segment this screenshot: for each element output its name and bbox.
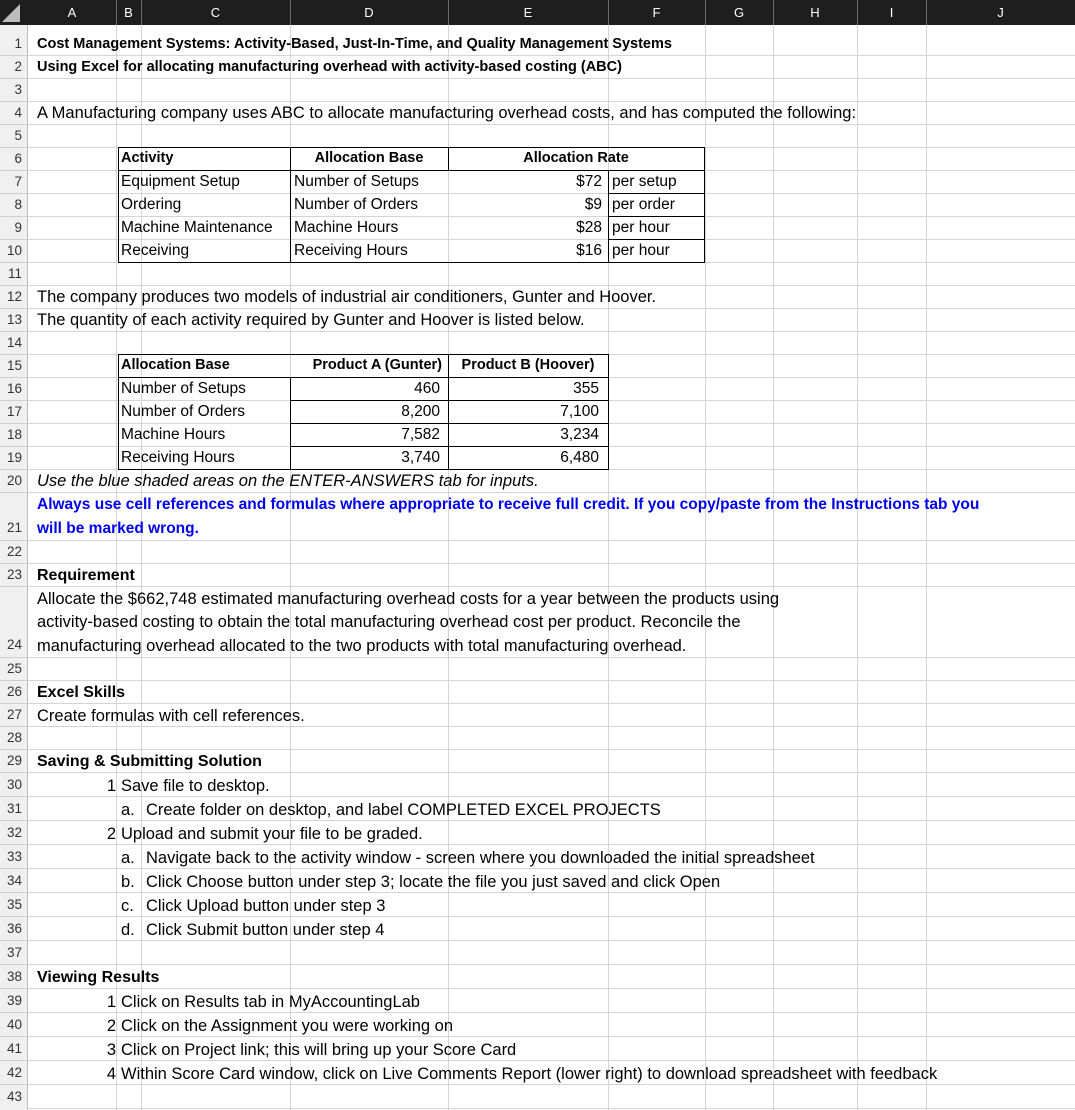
saving-step-text[interactable]: Save file to desktop. [121,777,270,795]
requirement-line[interactable]: manufacturing overhead allocated to the two products with total manufacturing overhead. [37,637,687,655]
row-number[interactable]: 5 [14,128,22,143]
viewing-step-text[interactable]: Click on Project link; this will bring up your Score Card [121,1041,517,1059]
table2-product-b-cell[interactable]: 3,234 [560,426,599,443]
table2-base-cell[interactable]: Number of Orders [121,403,246,420]
viewing-step-number[interactable]: 1 [106,993,116,1011]
row-number[interactable]: 43 [6,1089,22,1104]
viewing-step-text[interactable]: Within Score Card window, click on Live Comments Report (lower right) to download spreadsheet with feedback [121,1065,938,1083]
row-number[interactable]: 8 [14,197,22,212]
row-number[interactable]: 15 [6,358,22,373]
table1-header-base[interactable]: Allocation Base [314,150,424,166]
row-number[interactable]: 13 [6,312,22,327]
table2-product-a-cell[interactable]: 460 [414,380,440,397]
column-header-b[interactable]: B [124,5,133,20]
table2-product-a-cell[interactable]: 7,582 [401,426,440,443]
saving-step-number[interactable]: 2 [106,825,116,843]
row-number[interactable]: 37 [6,945,22,960]
table1-rate-cell[interactable]: $72 [576,173,602,190]
saving-substep-letter[interactable]: d. [121,921,135,939]
column-header-h[interactable]: H [810,5,820,20]
table2-header-product-a[interactable]: Product A (Gunter) [312,357,442,373]
row-number[interactable]: 17 [6,404,22,419]
row-number[interactable]: 32 [6,825,22,840]
column-header-c[interactable]: C [210,5,221,20]
table1-unit-cell[interactable]: per setup [612,173,677,190]
row-number[interactable]: 12 [6,289,22,304]
column-header-e[interactable]: E [523,5,533,20]
saving-substep-text[interactable]: Create folder on desktop, and label COMPLETED EXCEL PROJECTS [146,801,661,819]
table1-activity-cell[interactable]: Ordering [121,196,182,213]
row-number[interactable]: 2 [14,59,22,74]
table1-unit-cell[interactable]: per order [612,196,675,213]
saving-substep-text[interactable]: Click Submit button under step 4 [146,921,385,939]
table2-header-base[interactable]: Allocation Base [121,357,230,373]
table2-base-cell[interactable]: Number of Setups [121,380,246,397]
table1-header-rate[interactable]: Allocation Rate [523,150,629,166]
title-sub[interactable]: Using Excel for allocating manufacturing overhead with activity-based costing (ABC) [37,59,622,75]
row-number[interactable]: 14 [6,335,22,350]
row-number[interactable]: 21 [6,520,22,535]
requirement-line[interactable]: Allocate the $662,748 estimated manufacturing overhead costs for a year between the products using [37,590,780,608]
viewing-step-text[interactable]: Click on the Assignment you were working on [121,1017,453,1035]
row-number[interactable]: 42 [6,1065,22,1080]
table1-base-cell[interactable]: Receiving Hours [294,242,408,259]
saving-substep-text[interactable]: Navigate back to the activity window - screen where you downloaded the initial spreadsheet [146,849,815,867]
viewing-step-number[interactable]: 3 [106,1041,116,1059]
saving-step-number[interactable]: 1 [106,777,116,795]
title-main[interactable]: Cost Management Systems: Activity-Based, Just-In-Time, and Quality Management Systems [37,36,672,52]
row-number[interactable]: 39 [6,993,22,1008]
table1-activity-cell[interactable]: Machine Maintenance [121,219,273,236]
row-number[interactable]: 40 [6,1017,22,1032]
row-number[interactable]: 33 [6,849,22,864]
products-text[interactable]: The company produces two models of industrial air conditioners, Gunter and Hoover. [37,288,657,306]
saving-substep-letter[interactable]: b. [121,873,135,891]
table2-product-a-cell[interactable]: 8,200 [401,403,440,420]
row-number[interactable]: 6 [14,151,22,166]
column-header-i[interactable]: I [889,5,894,20]
row-number[interactable]: 27 [6,707,22,722]
saving-substep-text[interactable]: Click Upload button under step 3 [146,897,386,915]
column-header-g[interactable]: G [733,5,745,20]
column-header-j[interactable]: J [997,5,1004,20]
row-number[interactable]: 41 [6,1041,22,1056]
row-number[interactable]: 29 [6,753,22,768]
table1-unit-cell[interactable]: per hour [612,242,670,259]
row-number[interactable]: 24 [6,637,22,652]
row-number[interactable]: 22 [6,544,22,559]
table1-base-cell[interactable]: Number of Setups [294,173,419,190]
table1-activity-cell[interactable]: Equipment Setup [121,173,240,190]
row-number[interactable]: 38 [6,969,22,984]
table2-product-a-cell[interactable]: 3,740 [401,449,440,466]
row-number[interactable]: 26 [6,684,22,699]
row-number[interactable]: 3 [14,82,22,97]
table2-product-b-cell[interactable]: 7,100 [560,403,599,420]
row-number[interactable]: 25 [6,661,22,676]
excel-skills-heading[interactable]: Excel Skills [37,684,126,701]
row-number[interactable]: 34 [6,873,22,888]
row-number[interactable]: 31 [6,801,22,816]
row-number[interactable]: 30 [6,777,22,792]
row-number[interactable]: 11 [7,266,22,281]
row-number[interactable]: 18 [6,427,22,442]
table1-rate-cell[interactable]: $16 [576,242,602,259]
row-number[interactable]: 36 [6,921,22,936]
select-all-corner[interactable] [2,4,20,22]
table2-base-cell[interactable]: Receiving Hours [121,449,235,466]
viewing-step-number[interactable]: 4 [106,1065,116,1083]
column-header-d[interactable]: D [364,5,374,20]
table1-rate-cell[interactable]: $9 [584,196,602,213]
table1-activity-cell[interactable]: Receiving [121,242,190,259]
requirement-heading[interactable]: Requirement [37,567,135,584]
row-number[interactable]: 28 [6,730,22,745]
viewing-heading[interactable]: Viewing Results [37,969,160,986]
table1-rate-cell[interactable]: $28 [576,219,602,236]
input-instruction[interactable]: Use the blue shaded areas on the ENTER-ANSWERS tab for inputs. [37,472,539,490]
saving-substep-text[interactable]: Click Choose button under step 3; locate the file you just saved and click Open [146,873,721,891]
saving-substep-letter[interactable]: a. [121,849,135,867]
row-number[interactable]: 35 [6,897,22,912]
warning-text-line2[interactable]: will be marked wrong. [37,520,199,537]
viewing-step-text[interactable]: Click on Results tab in MyAccountingLab [121,993,420,1011]
table1-unit-cell[interactable]: per hour [612,219,670,236]
viewing-step-number[interactable]: 2 [106,1017,116,1035]
table2-base-cell[interactable]: Machine Hours [121,426,226,443]
quantity-text[interactable]: The quantity of each activity required by Gunter and Hoover is listed below. [37,311,585,329]
column-header-a[interactable]: A [67,5,77,20]
table2-header-product-b[interactable]: Product B (Hoover) [461,357,595,373]
requirement-line[interactable]: activity-based costing to obtain the total manufacturing overhead cost per product. Reconcile the [37,613,741,631]
table1-header-activity[interactable]: Activity [121,150,174,166]
row-number[interactable]: 19 [6,450,22,465]
table2-product-b-cell[interactable]: 355 [573,380,599,397]
row-number[interactable]: 10 [6,243,22,258]
saving-substep-letter[interactable]: a. [121,801,135,819]
row-number[interactable]: 4 [14,105,22,120]
row-number[interactable]: 16 [6,381,22,396]
saving-step-text[interactable]: Upload and submit your file to be graded. [121,825,423,843]
row-number[interactable]: 9 [14,220,22,235]
saving-heading[interactable]: Saving & Submitting Solution [37,753,262,770]
row-number[interactable]: 7 [14,174,22,189]
warning-text-line1[interactable]: Always use cell references and formulas where appropriate to receive full credit. If you copy/paste from the Instructions tab you [37,496,980,513]
excel-skills-text[interactable]: Create formulas with cell references. [37,707,305,725]
table2-product-b-cell[interactable]: 6,480 [560,449,599,466]
table1-base-cell[interactable]: Machine Hours [294,219,399,236]
row-number[interactable]: 20 [6,473,22,488]
row-number[interactable]: 23 [6,567,22,582]
row-number[interactable]: 1 [14,36,22,51]
column-header-f[interactable]: F [652,5,661,20]
saving-substep-letter[interactable]: c. [121,897,134,915]
intro-text[interactable]: A Manufacturing company uses ABC to allocate manufacturing overhead costs, and has computed the following: [37,104,857,122]
table1-base-cell[interactable]: Number of Orders [294,196,419,213]
